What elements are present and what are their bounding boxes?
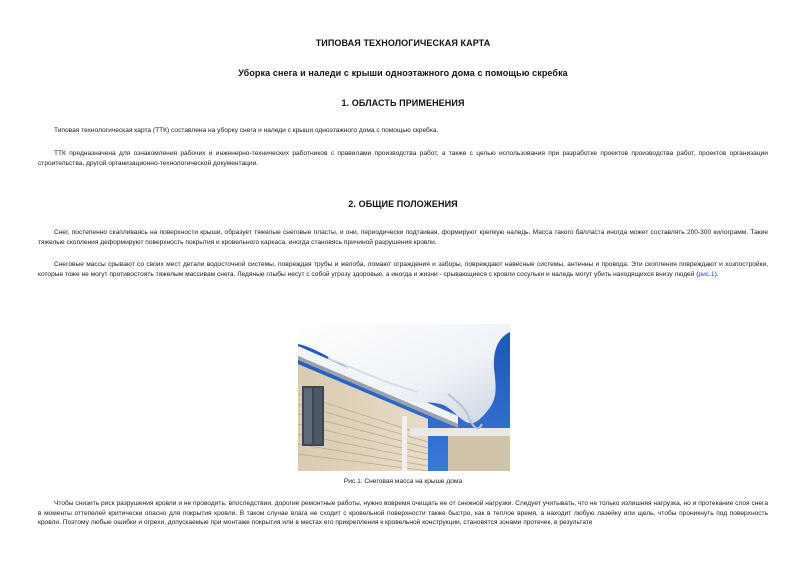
figure-1-caption: Рис.1. Снеговая масса на крыше дома <box>343 478 463 485</box>
document-title: ТИПОВАЯ ТЕХНОЛОГИЧЕСКАЯ КАРТА <box>315 38 491 48</box>
section-2-paragraph-2 <box>38 260 768 279</box>
section-1-paragraph-1: Типовая технологическая карта (ТТК) составлена на уборку снега и наледи с крыши одноэтажного дома с помощью скребка. <box>54 127 439 134</box>
section-1-heading: 1. ОБЛАСТЬ ПРИМЕНЕНИЯ <box>341 98 465 108</box>
section-2-heading: 2. ОБЩИЕ ПОЛОЖЕНИЯ <box>348 199 458 209</box>
section-1-paragraph-2: ТТК предназначена для ознакомления рабочих и инженерно-технических работников с правилами производства работ, а также с целью использования при разработке проектов производства работ, проектов организации строительства, другой организационно-технологической документации. <box>38 150 768 167</box>
figure-1-link[interactable]: рис.1 <box>698 270 715 278</box>
section-2-paragraph-1: Снег, постепенно скапливаясь на поверхности крыши, образует тяжелые снеговые пласты, и они, периодически подтаивая, формируют крепкую наледь. Масса такого балласта иногда может составлять 200-300 килограмм. Такие тяжелые скопления деформируют поверхность покрытия и кровельного каркаса, иногда становясь причиной разрушения кровли. <box>38 229 768 246</box>
paragraph-text: Снеговые массы срывают со своих мест детали водосточной системы, повреждая трубы и желоба, ломают ограждения и заборы, повреждают навесные системы, антенны и провода. Эти скопления повреждают и хозпостройки, которые тоже не могут противостоять тяжелым массивам снега. Ледяные глыбы несут с собой угрозу здоровью, а иногда и жизни - срывающиеся с кровли сосульки и наледь могут убить находящихся внизу людей ( <box>38 261 768 278</box>
section-2-paragraph-3: Чтобы снизить риск разрушения кровли и не проводить, впоследствии, дорогие ремонтные работы, нужно вовремя очищать ее от снежной нагрузки. Следует учитывать, что не только излишняя нагрузка, но и протекание слоя снега в моменты оттепелей критически опасно для покрытия кровли. В таком случае влага не сходит с кровельной поверхности также быстро, как в теплое время, а находит любую лазейку или щель, чтобы проникнуть под поверхность кровли. Поэтому любые ошибки и огрехи, допускаемые при монтаже покрытия или в местах его прикрепления к кровельной конструкции, становятся зонами протечек, в результате <box>38 500 768 527</box>
snow-roof-photo <box>298 324 510 471</box>
paragraph-end: ). <box>714 270 719 278</box>
document-subtitle: Уборка снега и наледи с крыши одноэтажного дома с помощью скребка <box>238 68 568 78</box>
